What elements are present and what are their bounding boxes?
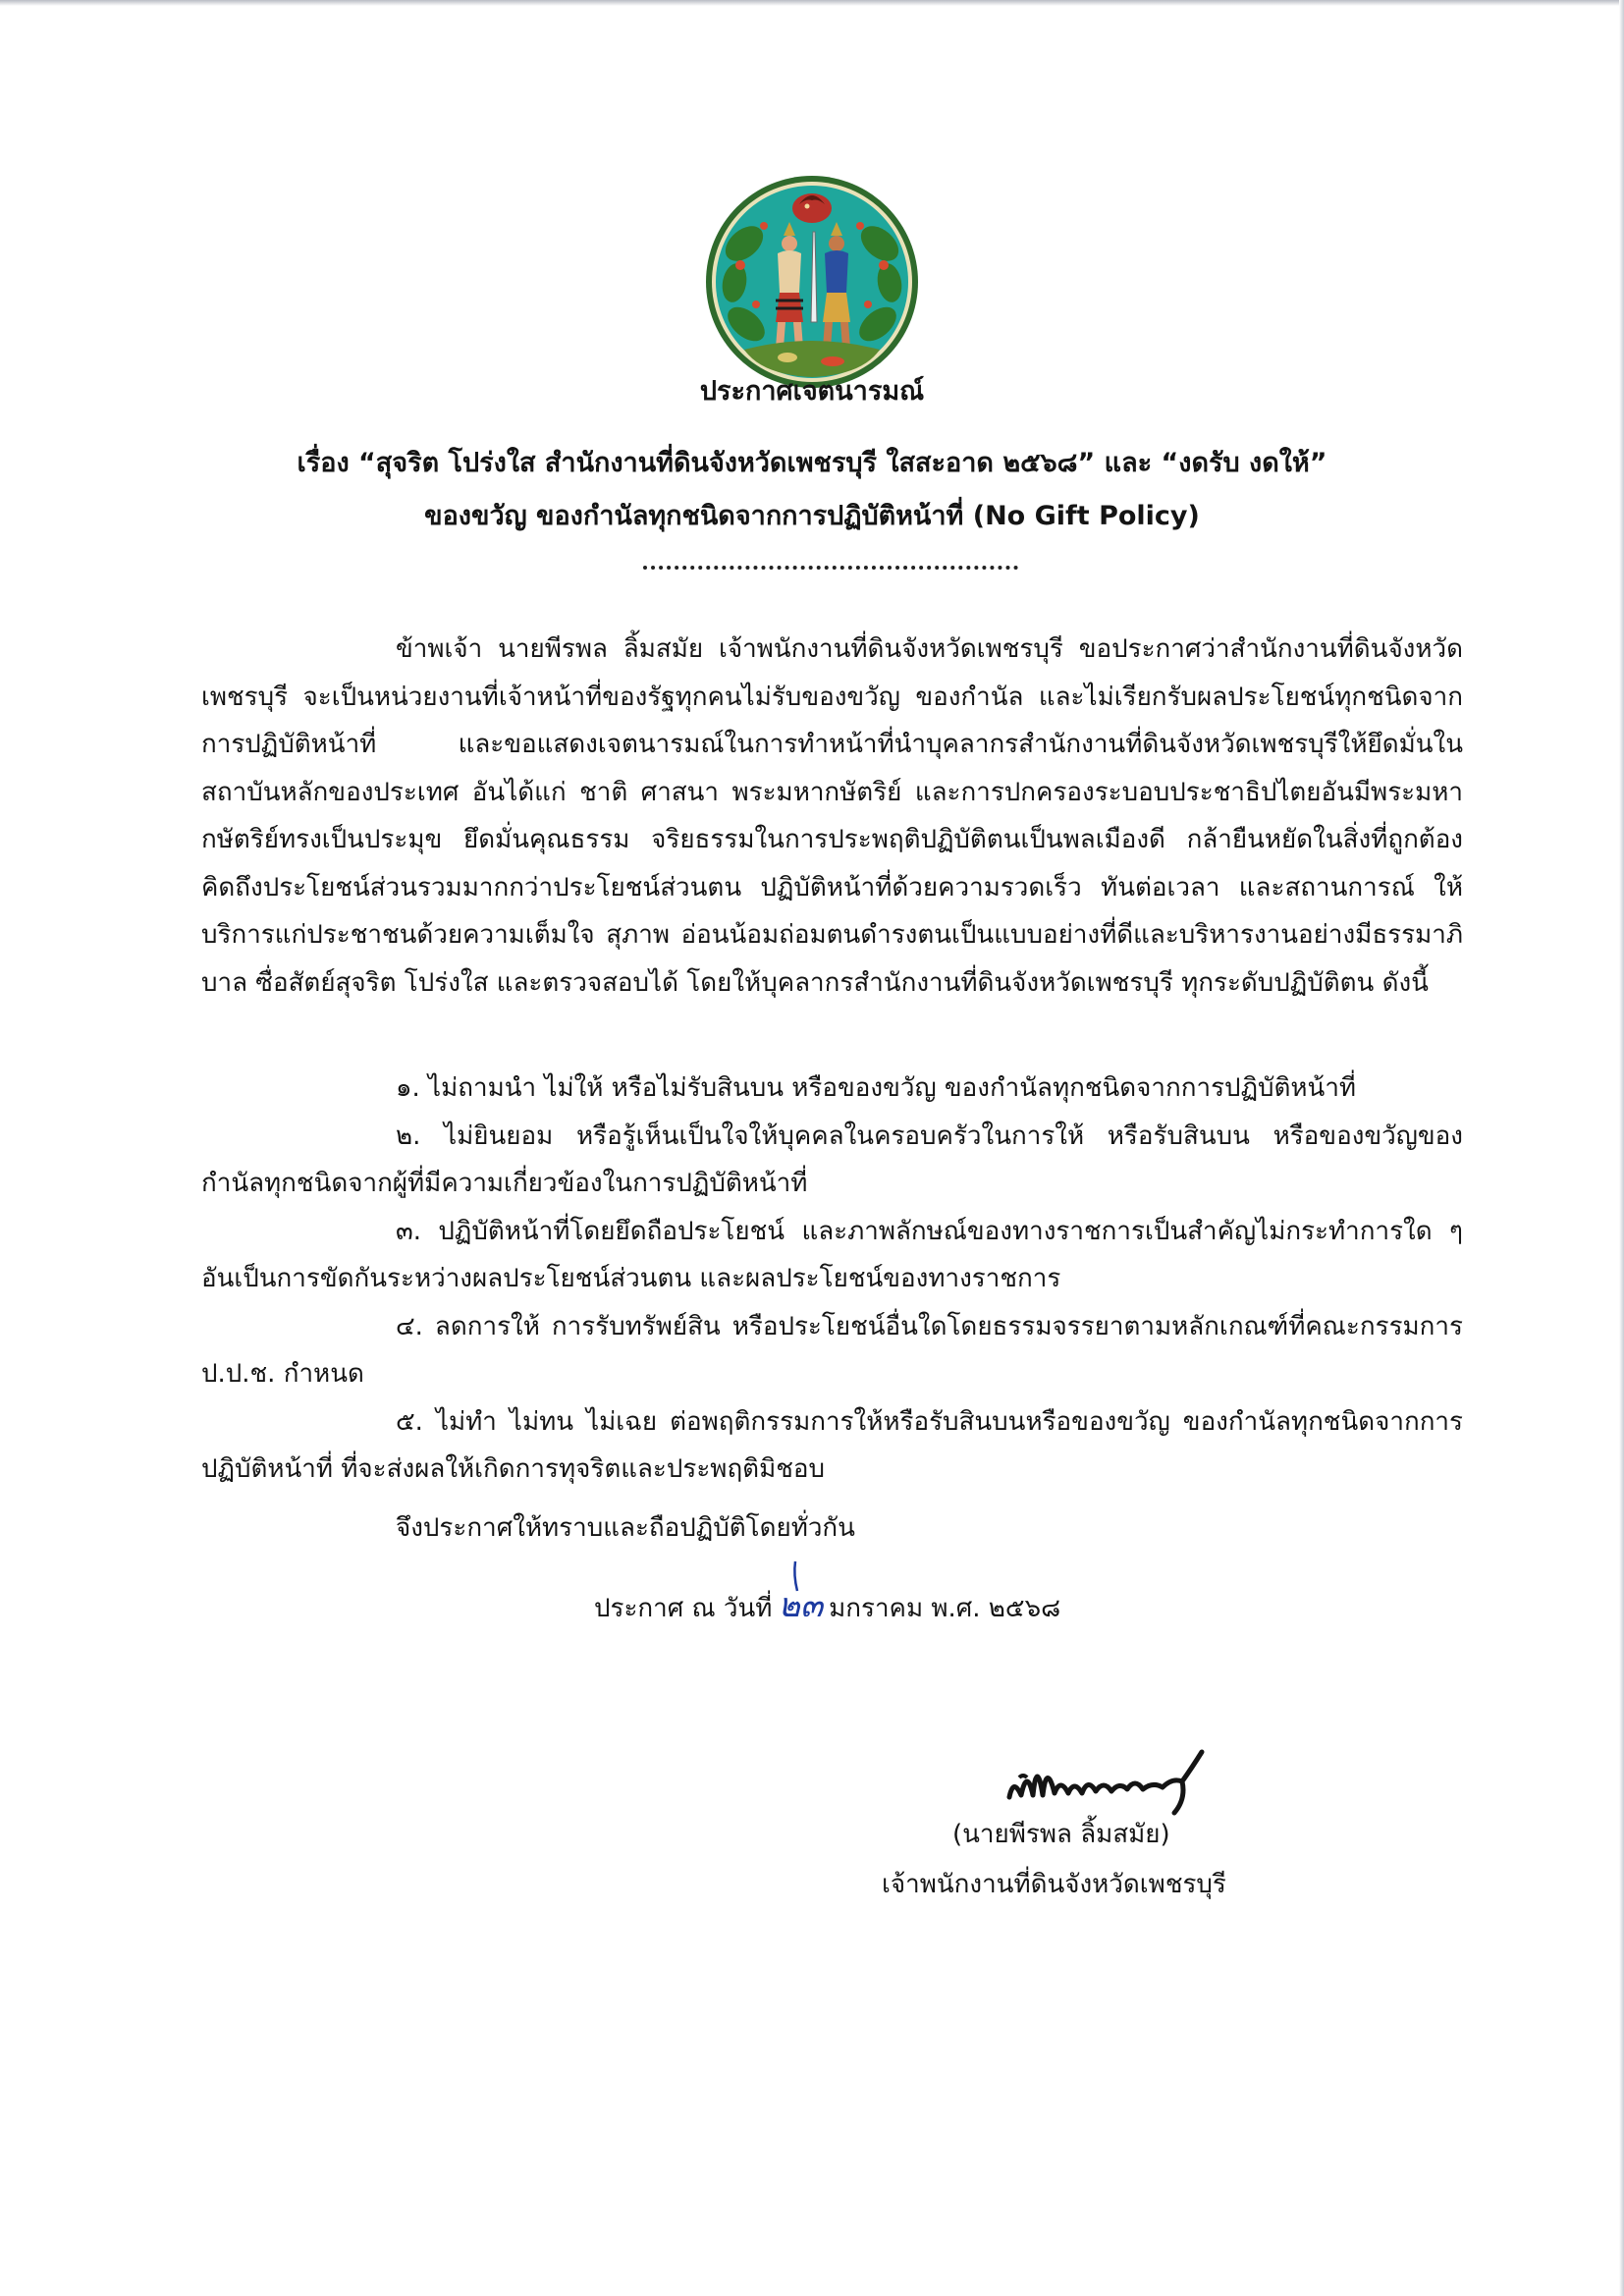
closing-statement: จึงประกาศให้ทราบและถือปฏิบัติโดยทั่วกัน [396,1513,855,1543]
announcement-heading: ประกาศเจตนารมณ์ [699,376,925,407]
date-month-year: มกราคม พ.ศ. ๒๕๖๘ [829,1594,1061,1623]
signer-name: (นายพีรพล ลิ้มสมัย) [952,1820,1170,1849]
provincial-seal-emblem [705,175,919,389]
handwritten-signature [1000,1738,1216,1819]
announcement-subject-line-1: เรื่อง “สุจริต โปร่งใส สำนักงานที่ดินจังหวัดเพชรบุรี ใสสะอาด ๒๕๖๘” และ “งดรับ งดให้” [297,448,1327,478]
intro-text: ข้าพเจ้า นายพีรพล ลิ้มสมัย เจ้าพนักงานที่ดินจังหวัดเพชรบุรี ขอประกาศว่าสำนักงานที่ดินจังหวัดเพชรบุรี จะเป็นหน่วยงานที่เจ้าหน้าที่ของรัฐทุกคนไม่รับของขวัญ ของกำนัล และไม่เรียกรับผลประโยชน์ทุกชนิดจากการปฏิบัติหน้าที่ และขอแสดงเจตนารมณ์ในการทำหน้าที่นำบุคลากรสำนักงานที่ดินจังหวัดเพชรบุรีให้ยึดมั่นในสถาบันหลักของประเทศ อันได้แก่ ชาติ ศาสนา พระมหากษัตริย์ และการปกครองระบอบประชาธิปไตยอันมีพระมหากษัตริย์ทรงเป็นประมุข ยึดมั่นคุณธรรม จริยธรรมในการประพฤติปฏิบัติตนเป็นพลเมืองดี กล้ายืนหยัดในสิ่งที่ถูกต้อง คิดถึงประโยชน์ส่วนรวมมากกว่าประโยชน์ส่วนตน ปฏิบัติหน้าที่ด้วยความรวดเร็ว ทันต่อเวลา และสถานการณ์ ให้บริการแก่ประชาชนด้วยความเต็มใจ สุภาพ อ่อนน้อมถ่อมตนดำรงตนเป็นแบบอย่างที่ดีและบริหารงานอย่างมีธรรมาภิบาล ซื่อสัตย์สุจริต โปร่งใส และตรวจสอบได้ โดยให้บุคลากรสำนักงานที่ดินจังหวัดเพชรบุรี ทุกระดับปฏิบัติตน ดังนี้ [201,634,1463,998]
scan-edge-right [1619,0,1624,2296]
rule-item-3: ๓. ปฏิบัติหน้าที่โดยยึดถือประโยชน์ และภาพลักษณ์ของทางราชการเป็นสำคัญไม่กระทำการใด ๆ อันเป็นการขัดกันระหว่างผลประโยชน์ส่วนตน และผลประโยชน์ของทางราชการ [201,1216,1463,1293]
announcement-subject-line-2: ของขวัญ ของกำนัลทุกชนิดจากการปฏิบัติหน้าที่ (No Gift Policy) [424,501,1200,531]
rule-item-2: ๒. ไม่ยินยอม หรือรู้เห็นเป็นใจให้บุคคลในครอบครัวในการให้ หรือรับสินบน หรือของขวัญของกำนัลทุกชนิดจากผู้ที่มีความเกี่ยวข้องในการปฏิบัติหน้าที่ [201,1121,1463,1198]
intro-paragraph [201,626,1463,1007]
rule-item-1: ๑. ไม่ถามนำ ไม่ให้ หรือไม่รับสินบน หรือของขวัญ ของกำนัลทุกชนิดจากการปฏิบัติหน้าที่ [396,1073,1357,1103]
date-day-handwritten: ๒๓ [778,1588,824,1624]
seal-crest [792,193,832,223]
scan-edge-top [0,0,1624,6]
rule-item-4: ๔. ลดการให้ การรับทรัพย์สิน หรือประโยชน์อื่นใดโดยธรรมจรรยาตามหลักเกณฑ์ที่คณะกรรมการ ป.ป.ช. กำหนด [201,1311,1463,1389]
rule-item-5: ๕. ไม่ทำ ไม่ทน ไม่เฉย ต่อพฤติกรรมการให้หรือรับสินบนหรือของขวัญ ของกำนัลทุกชนิดจากการปฏิบัติหน้าที่ ที่จะส่งผลให้เกิดการทุจริตและประพฤติมิชอบ [201,1406,1463,1484]
date-prefix: ประกาศ ณ วันที่ [594,1594,773,1623]
signer-title: เจ้าพนักงานที่ดินจังหวัดเพชรบุรี [882,1870,1226,1899]
dotted-divider [643,566,1018,570]
rules-list [201,1065,1463,1494]
announcement-date [594,1583,1060,1632]
handwritten-tick-mark [791,1559,811,1593]
